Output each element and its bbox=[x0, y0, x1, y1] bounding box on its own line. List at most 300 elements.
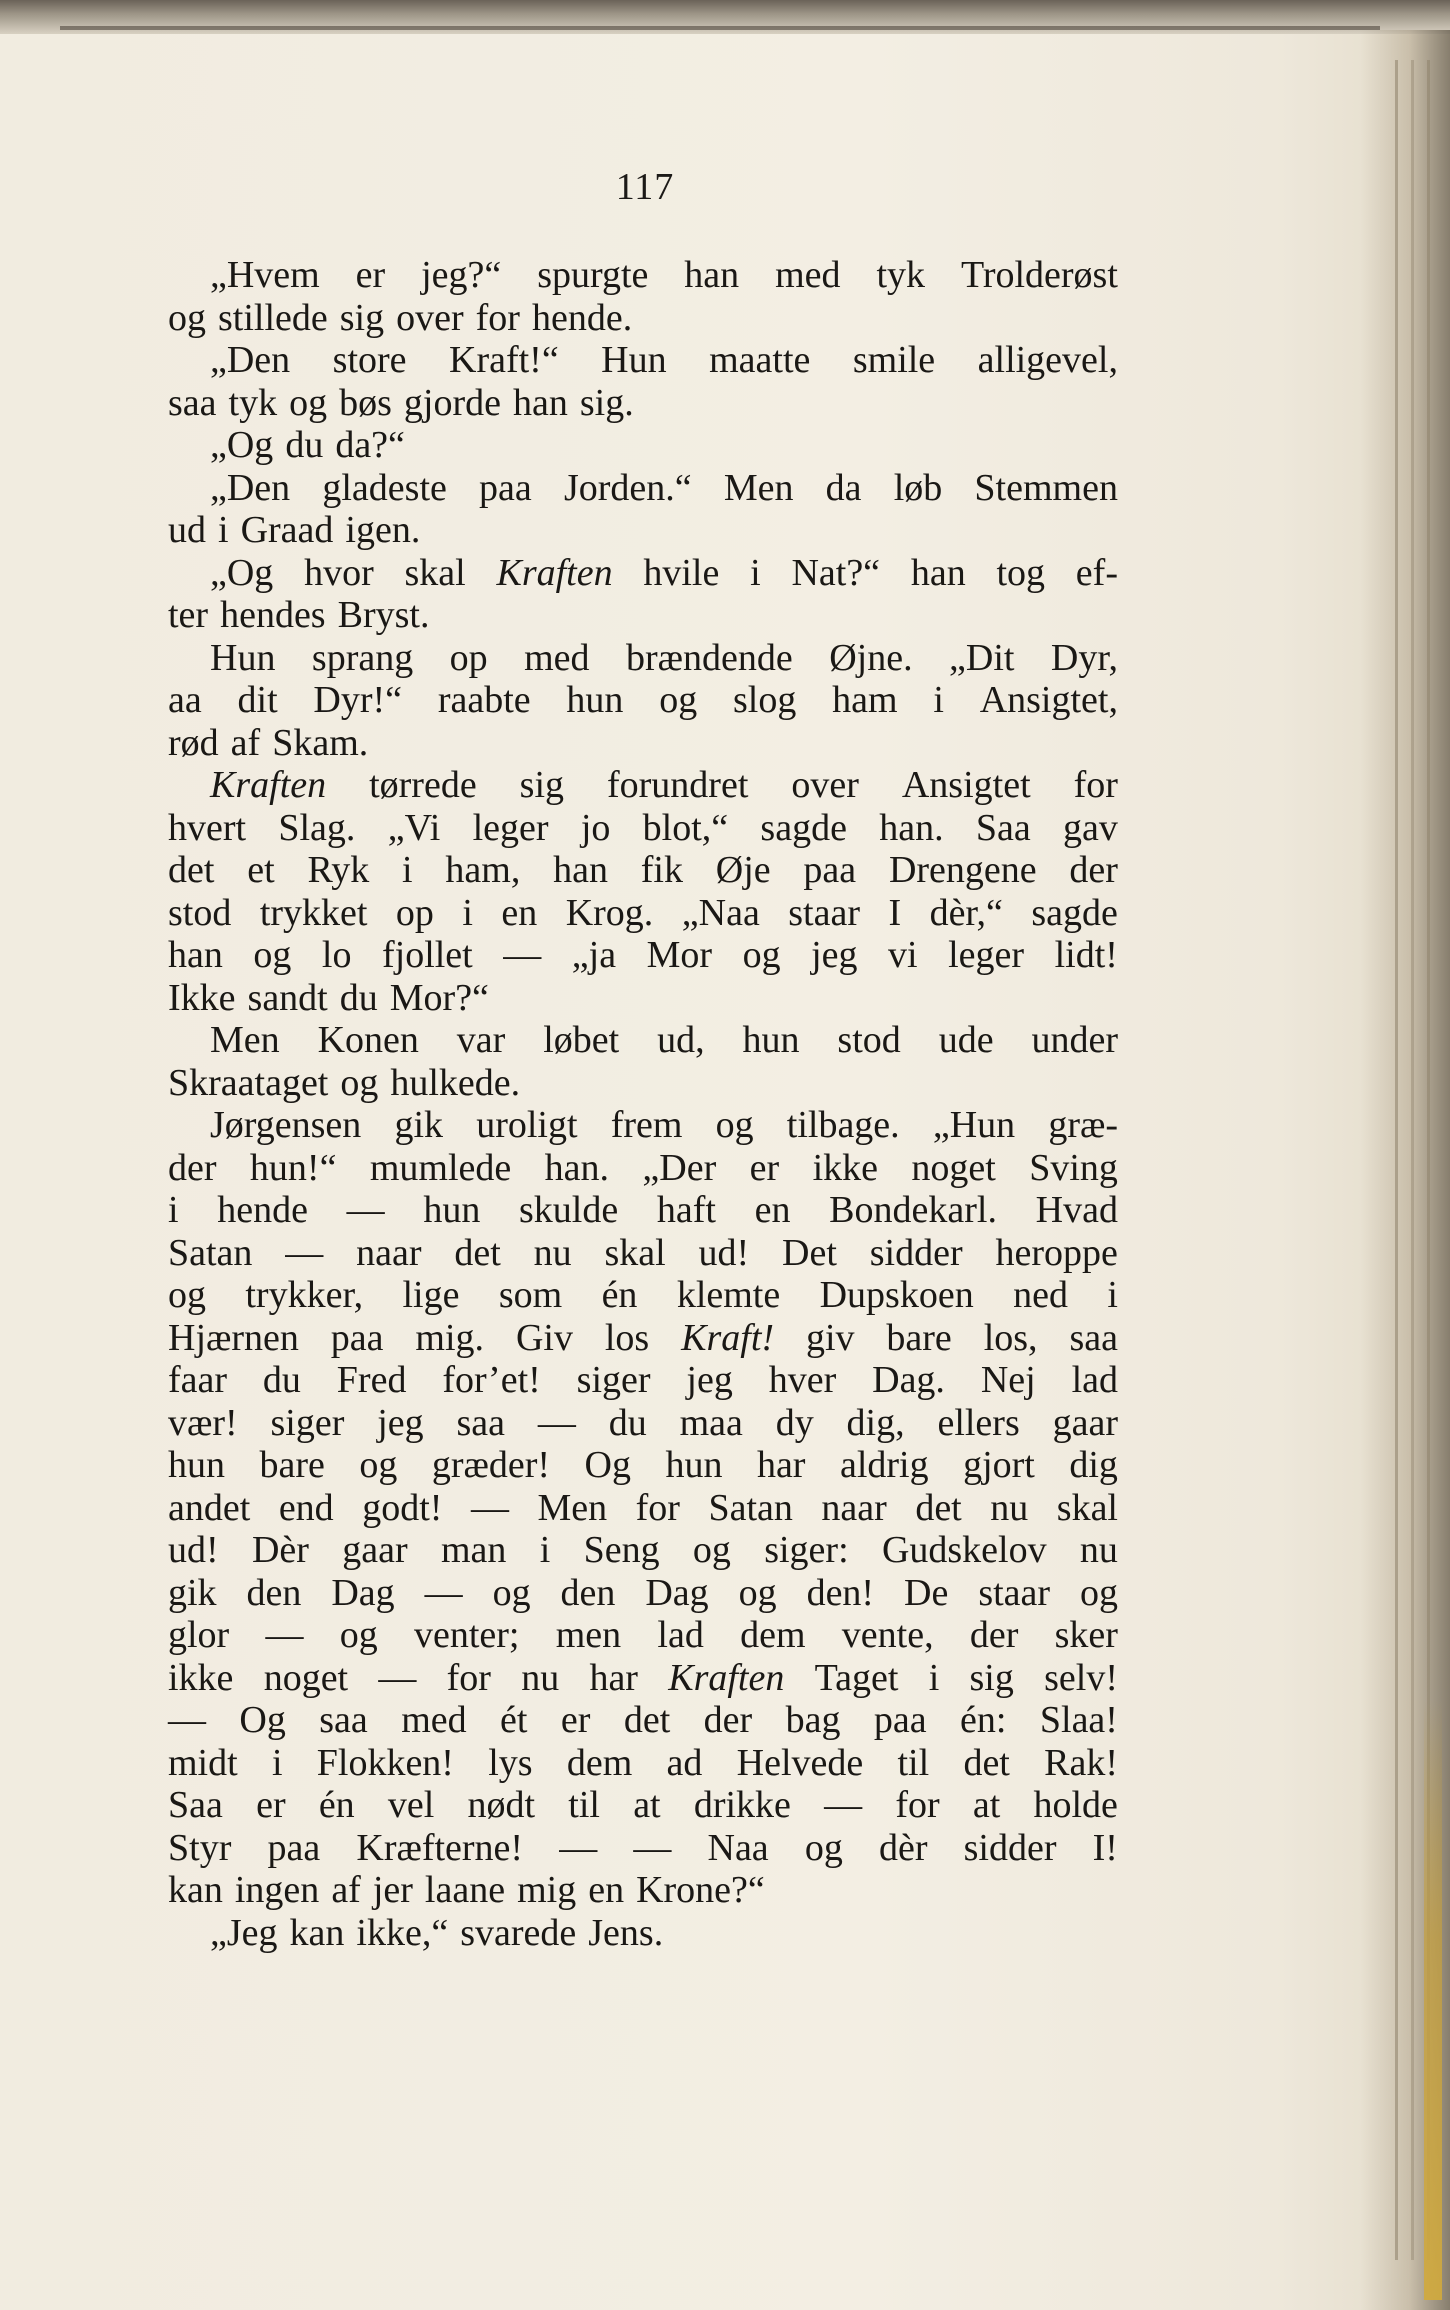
word: sprang bbox=[311, 636, 414, 679]
word: for bbox=[1073, 764, 1118, 806]
word: og bbox=[1080, 1571, 1118, 1614]
word: ter bbox=[168, 594, 209, 636]
body-text bbox=[168, 254, 1118, 1954]
word: i bbox=[933, 679, 944, 721]
word: spurgte bbox=[537, 254, 649, 296]
word: klemte bbox=[676, 1274, 781, 1316]
word: sig bbox=[969, 1656, 1014, 1699]
word: store bbox=[332, 339, 407, 381]
word: og bbox=[253, 934, 292, 976]
word: ét bbox=[500, 1699, 528, 1741]
word: lad bbox=[1071, 1359, 1118, 1401]
text-line bbox=[168, 467, 1118, 510]
word: da bbox=[825, 466, 862, 509]
word: gjorde bbox=[403, 381, 501, 424]
text-line bbox=[168, 637, 1118, 680]
word: af bbox=[331, 1869, 361, 1911]
word: der bbox=[1069, 849, 1118, 891]
word: og bbox=[340, 1061, 379, 1104]
text-line bbox=[168, 297, 1118, 340]
word: slog bbox=[732, 679, 797, 721]
word: dem bbox=[566, 1741, 633, 1784]
italic-word: Kraft! bbox=[681, 1316, 775, 1359]
word: han. bbox=[544, 1146, 610, 1189]
word: over bbox=[791, 764, 859, 806]
word: Graad bbox=[240, 509, 334, 551]
word: i bbox=[462, 891, 473, 934]
word: Ansigtet, bbox=[979, 679, 1118, 721]
word: sidder bbox=[869, 1231, 963, 1274]
word: Hjærnen bbox=[168, 1316, 299, 1359]
word: Hun bbox=[210, 636, 276, 679]
word: godt! bbox=[362, 1486, 443, 1529]
word: sagde bbox=[760, 806, 847, 849]
word: ham, bbox=[445, 849, 521, 891]
word: sig. bbox=[579, 381, 634, 424]
word: den bbox=[246, 1571, 302, 1614]
text-line bbox=[168, 1572, 1118, 1615]
word: hun!“ bbox=[249, 1146, 337, 1189]
word: — bbox=[346, 1189, 385, 1231]
word: Og bbox=[584, 1444, 631, 1486]
word: smile bbox=[852, 339, 936, 381]
word: selv! bbox=[1044, 1656, 1118, 1699]
word: faar bbox=[168, 1359, 228, 1401]
text-line bbox=[168, 1104, 1118, 1147]
text-line bbox=[168, 1147, 1118, 1190]
word: Saa bbox=[975, 806, 1031, 849]
word: hulkede. bbox=[390, 1061, 521, 1104]
word: i bbox=[168, 1189, 179, 1231]
word: skal bbox=[404, 551, 466, 594]
text-line bbox=[168, 934, 1118, 977]
word: han bbox=[553, 849, 608, 891]
text-line bbox=[168, 339, 1118, 382]
word: der bbox=[969, 1614, 1019, 1656]
word: i bbox=[218, 509, 229, 551]
word: ingen bbox=[234, 1869, 320, 1911]
word: og bbox=[168, 296, 206, 339]
text-line bbox=[168, 1912, 1118, 1955]
word: Og bbox=[239, 1699, 286, 1741]
word: sig bbox=[339, 296, 385, 339]
word: Seng bbox=[583, 1529, 660, 1571]
word: op bbox=[449, 636, 488, 679]
word: midt bbox=[168, 1741, 238, 1784]
word: Krog. bbox=[565, 891, 654, 934]
word: mig bbox=[517, 1869, 577, 1911]
word: Men bbox=[537, 1486, 608, 1529]
word: men bbox=[555, 1614, 622, 1656]
text-line bbox=[168, 1274, 1118, 1317]
word: Det bbox=[782, 1231, 837, 1274]
word: Flokken! bbox=[316, 1741, 454, 1784]
text-line bbox=[168, 1189, 1118, 1232]
word: Mor bbox=[646, 934, 713, 976]
word: Konen bbox=[317, 1019, 419, 1061]
word: Skam. bbox=[272, 721, 369, 764]
word: I! bbox=[1092, 1826, 1118, 1869]
text-line bbox=[168, 1359, 1118, 1402]
word: Nat?“ bbox=[791, 551, 881, 594]
text-line bbox=[168, 509, 1118, 552]
word: den! bbox=[806, 1571, 875, 1614]
word: jeg?“ bbox=[421, 254, 502, 296]
word: — bbox=[633, 1826, 672, 1869]
word: ikke bbox=[812, 1146, 878, 1189]
word: bare bbox=[259, 1444, 325, 1486]
text-line bbox=[168, 254, 1118, 297]
word: det bbox=[454, 1231, 501, 1274]
word: Sving bbox=[1029, 1146, 1118, 1189]
word: har bbox=[589, 1656, 638, 1699]
word: Nej bbox=[980, 1359, 1036, 1401]
text-line bbox=[168, 1402, 1118, 1445]
word: fjollet bbox=[381, 934, 473, 976]
word: én bbox=[601, 1274, 638, 1316]
text-line bbox=[168, 849, 1118, 892]
word: trykker, bbox=[245, 1274, 364, 1316]
word: og bbox=[659, 679, 698, 721]
word: af bbox=[230, 721, 261, 764]
word: der bbox=[703, 1699, 753, 1741]
word: gik bbox=[168, 1571, 217, 1614]
word: Dyr, bbox=[1050, 636, 1118, 679]
italic-word: Kraften bbox=[210, 764, 327, 806]
word: Ryk bbox=[307, 849, 370, 891]
word: „Hvem bbox=[210, 254, 320, 296]
word: Stemmen bbox=[974, 466, 1118, 509]
word: til bbox=[897, 1741, 930, 1784]
word: „Vi bbox=[387, 806, 441, 849]
word: over bbox=[396, 296, 464, 339]
gilt-page-edge bbox=[1424, 1700, 1442, 2300]
word: „Naa bbox=[681, 891, 760, 934]
text-line bbox=[168, 1529, 1118, 1572]
word: tog bbox=[996, 551, 1046, 594]
word: var bbox=[456, 1019, 506, 1061]
word: under bbox=[1031, 1019, 1118, 1061]
word: Rak! bbox=[1044, 1741, 1118, 1784]
word: jo bbox=[580, 806, 611, 849]
word: Hun bbox=[601, 339, 667, 381]
word: for bbox=[895, 1784, 940, 1826]
word: sig bbox=[519, 764, 565, 806]
word: fik bbox=[640, 849, 683, 891]
word: og bbox=[804, 1826, 843, 1869]
word: til bbox=[568, 1784, 600, 1826]
word: noget bbox=[911, 1146, 996, 1189]
word: Helvede bbox=[736, 1741, 864, 1784]
word: dig, bbox=[846, 1401, 905, 1444]
word: paa bbox=[330, 1316, 384, 1359]
word: jer bbox=[372, 1869, 413, 1911]
word: drikke bbox=[693, 1784, 791, 1826]
word: vel bbox=[387, 1784, 435, 1826]
word: saa bbox=[456, 1401, 506, 1444]
word: hende bbox=[217, 1189, 308, 1231]
word: Kraft!“ bbox=[449, 339, 559, 381]
text-line bbox=[168, 1317, 1118, 1360]
word: — bbox=[470, 1486, 509, 1529]
word: brændende bbox=[626, 636, 793, 679]
word: da?“ bbox=[335, 424, 405, 466]
word: „Der bbox=[642, 1146, 717, 1189]
word: Styr bbox=[168, 1826, 232, 1869]
word: dy bbox=[775, 1401, 814, 1444]
word: Krone?“ bbox=[636, 1869, 765, 1911]
word: bøs bbox=[339, 381, 392, 424]
word: hun bbox=[423, 1189, 481, 1231]
text-line bbox=[168, 1487, 1118, 1530]
word: op bbox=[395, 891, 434, 934]
word: Ansigtet bbox=[901, 764, 1031, 806]
page-stack-line bbox=[1395, 60, 1398, 2260]
word: er bbox=[749, 1146, 780, 1189]
word: ikke bbox=[168, 1656, 234, 1699]
word: i bbox=[402, 849, 413, 891]
word: lad bbox=[657, 1614, 704, 1656]
word: ellers bbox=[937, 1401, 1020, 1444]
word: Jorden.“ bbox=[563, 466, 692, 509]
word: ud bbox=[168, 509, 206, 551]
word: Trolderøst bbox=[960, 254, 1118, 296]
word: ned bbox=[1013, 1274, 1068, 1316]
word: skulde bbox=[518, 1189, 619, 1231]
word: laane bbox=[424, 1869, 506, 1911]
word: for’et! bbox=[442, 1359, 541, 1401]
word: siger bbox=[576, 1359, 651, 1401]
text-line bbox=[168, 679, 1118, 722]
word: paa bbox=[267, 1826, 321, 1869]
text-line bbox=[168, 1742, 1118, 1785]
word: leger bbox=[472, 806, 549, 849]
word: aldrig bbox=[839, 1444, 929, 1486]
word: én bbox=[318, 1784, 355, 1826]
word: løb bbox=[893, 466, 943, 509]
word: hver bbox=[768, 1359, 837, 1401]
word: gik bbox=[394, 1104, 444, 1146]
word: Satan bbox=[168, 1231, 253, 1274]
word: nu bbox=[533, 1231, 572, 1274]
word: stod bbox=[837, 1019, 901, 1061]
word: — bbox=[265, 1614, 304, 1656]
word: raabte bbox=[437, 679, 531, 721]
word: jeg bbox=[686, 1359, 733, 1401]
text-line bbox=[168, 977, 1118, 1020]
word: Saa bbox=[168, 1784, 223, 1826]
word: los bbox=[604, 1316, 650, 1359]
word: Hvad bbox=[1035, 1189, 1118, 1231]
word: Jens. bbox=[588, 1911, 664, 1954]
word: dèr,“ bbox=[929, 891, 1003, 934]
word: lidt! bbox=[1054, 934, 1118, 976]
word: holde bbox=[1033, 1784, 1118, 1826]
word: lo bbox=[321, 934, 352, 976]
word: han bbox=[684, 254, 740, 296]
word: paa bbox=[873, 1699, 927, 1741]
word: vær! bbox=[168, 1401, 238, 1444]
word: for bbox=[475, 296, 520, 339]
word: i bbox=[271, 1741, 283, 1784]
word: en bbox=[501, 891, 538, 934]
word: nødt bbox=[467, 1784, 536, 1826]
word: frem bbox=[610, 1104, 683, 1146]
word: staar bbox=[978, 1571, 1051, 1614]
word: — bbox=[168, 1699, 206, 1741]
word: og bbox=[738, 1571, 777, 1614]
word: sidder bbox=[963, 1826, 1057, 1869]
word: løbet bbox=[543, 1019, 620, 1061]
text-line bbox=[168, 1657, 1118, 1700]
word: som bbox=[498, 1274, 563, 1316]
word: ad bbox=[666, 1741, 703, 1784]
word: nu bbox=[521, 1656, 560, 1699]
word: han bbox=[168, 934, 223, 976]
text-line bbox=[168, 1232, 1118, 1275]
word: noget bbox=[263, 1656, 349, 1699]
word: siger bbox=[270, 1401, 345, 1444]
text-line bbox=[168, 382, 1118, 425]
word: I bbox=[888, 891, 902, 934]
word: svarede bbox=[460, 1911, 577, 1954]
word: Kræfterne! bbox=[356, 1826, 524, 1869]
word: det bbox=[623, 1699, 671, 1741]
word: end bbox=[278, 1486, 334, 1529]
word: los, bbox=[983, 1316, 1038, 1359]
word: ef- bbox=[1075, 551, 1118, 594]
text-line bbox=[168, 722, 1118, 765]
word: gaar bbox=[1052, 1401, 1118, 1444]
word: haft bbox=[656, 1189, 716, 1231]
word: i bbox=[928, 1656, 940, 1699]
word: venter; bbox=[413, 1614, 520, 1656]
word: du bbox=[262, 1359, 301, 1401]
word: nu bbox=[990, 1486, 1029, 1529]
word: siger: bbox=[764, 1529, 849, 1571]
word: Drengene bbox=[888, 849, 1037, 891]
word: saa bbox=[319, 1699, 368, 1741]
word: „ja bbox=[571, 934, 617, 976]
word: aa bbox=[168, 679, 202, 721]
word: — bbox=[378, 1656, 417, 1699]
word: Dupskoen bbox=[819, 1274, 974, 1316]
word: Jørgensen bbox=[210, 1104, 362, 1146]
word: staar bbox=[788, 891, 860, 934]
text-line bbox=[168, 594, 1118, 637]
word: med bbox=[401, 1699, 467, 1741]
word: har bbox=[756, 1444, 806, 1486]
word: „Og bbox=[210, 551, 274, 594]
word: lige bbox=[402, 1274, 460, 1316]
text-line bbox=[168, 1827, 1118, 1870]
word: paa bbox=[479, 466, 532, 509]
word: og bbox=[742, 934, 781, 976]
word: tørrede bbox=[369, 764, 477, 806]
word: jeg bbox=[811, 934, 858, 976]
word: igen. bbox=[345, 509, 421, 551]
word: en bbox=[754, 1189, 791, 1231]
word: Men bbox=[210, 1019, 280, 1061]
word: tyk bbox=[228, 381, 278, 424]
word: blot,“ bbox=[642, 806, 729, 849]
word: Mor?“ bbox=[389, 976, 489, 1019]
word: sandt bbox=[247, 976, 328, 1019]
word: „Hun bbox=[932, 1104, 1016, 1146]
word: i bbox=[539, 1529, 551, 1571]
word: tyk bbox=[876, 254, 926, 296]
word: jeg bbox=[377, 1401, 424, 1444]
word: dig bbox=[1069, 1444, 1118, 1486]
word: „Og bbox=[210, 424, 274, 466]
word: Dyr!“ bbox=[313, 679, 403, 721]
word: nu bbox=[1079, 1529, 1118, 1571]
word: ud! bbox=[698, 1231, 750, 1274]
word: for bbox=[446, 1656, 491, 1699]
word: Gudskelov bbox=[881, 1529, 1047, 1571]
word: gav bbox=[1063, 806, 1118, 849]
italic-word: Kraften bbox=[668, 1656, 785, 1699]
word: trykket bbox=[259, 891, 368, 934]
text-line bbox=[168, 764, 1118, 807]
word: Dag. bbox=[872, 1359, 945, 1401]
word: bare bbox=[886, 1316, 952, 1359]
word: Slag. bbox=[278, 806, 356, 849]
word: — bbox=[559, 1826, 598, 1869]
word: De bbox=[904, 1571, 949, 1614]
word: skal bbox=[1056, 1486, 1118, 1529]
word: Fred bbox=[336, 1359, 407, 1401]
word: ud! bbox=[168, 1529, 219, 1571]
page-top-rule bbox=[60, 26, 1380, 30]
word: Dag bbox=[645, 1571, 709, 1614]
word: gladeste bbox=[322, 466, 447, 509]
word: bag bbox=[785, 1699, 841, 1741]
word: andet bbox=[168, 1486, 251, 1529]
word: og bbox=[715, 1104, 754, 1146]
word: alligevel, bbox=[977, 339, 1118, 381]
word: hun bbox=[742, 1019, 800, 1061]
word: det bbox=[963, 1741, 1010, 1784]
word: — bbox=[285, 1231, 324, 1274]
word: og bbox=[492, 1571, 531, 1614]
word: du bbox=[339, 976, 378, 1019]
page-stack-line bbox=[1411, 60, 1414, 2260]
word: mig. bbox=[415, 1316, 485, 1359]
word: hun bbox=[168, 1444, 225, 1486]
word: Slaa! bbox=[1039, 1699, 1118, 1741]
word: med bbox=[775, 254, 841, 296]
word: „Den bbox=[210, 339, 291, 381]
word: at bbox=[972, 1784, 1001, 1826]
word: mumlede bbox=[369, 1146, 512, 1189]
word: græder! bbox=[431, 1444, 551, 1486]
word: forundret bbox=[607, 764, 749, 806]
word: Dag bbox=[331, 1571, 395, 1614]
text-line bbox=[168, 1062, 1118, 1105]
word: maatte bbox=[709, 339, 811, 381]
word: han. bbox=[879, 806, 944, 849]
word: er bbox=[256, 1784, 286, 1826]
word: Øje bbox=[715, 849, 771, 891]
word: Naa bbox=[707, 1826, 769, 1869]
word: hendes bbox=[220, 594, 326, 636]
text-line bbox=[168, 1699, 1118, 1742]
word: dèr bbox=[878, 1826, 928, 1869]
word: paa bbox=[803, 849, 857, 891]
word: gaar bbox=[342, 1529, 408, 1571]
word: for bbox=[635, 1486, 680, 1529]
